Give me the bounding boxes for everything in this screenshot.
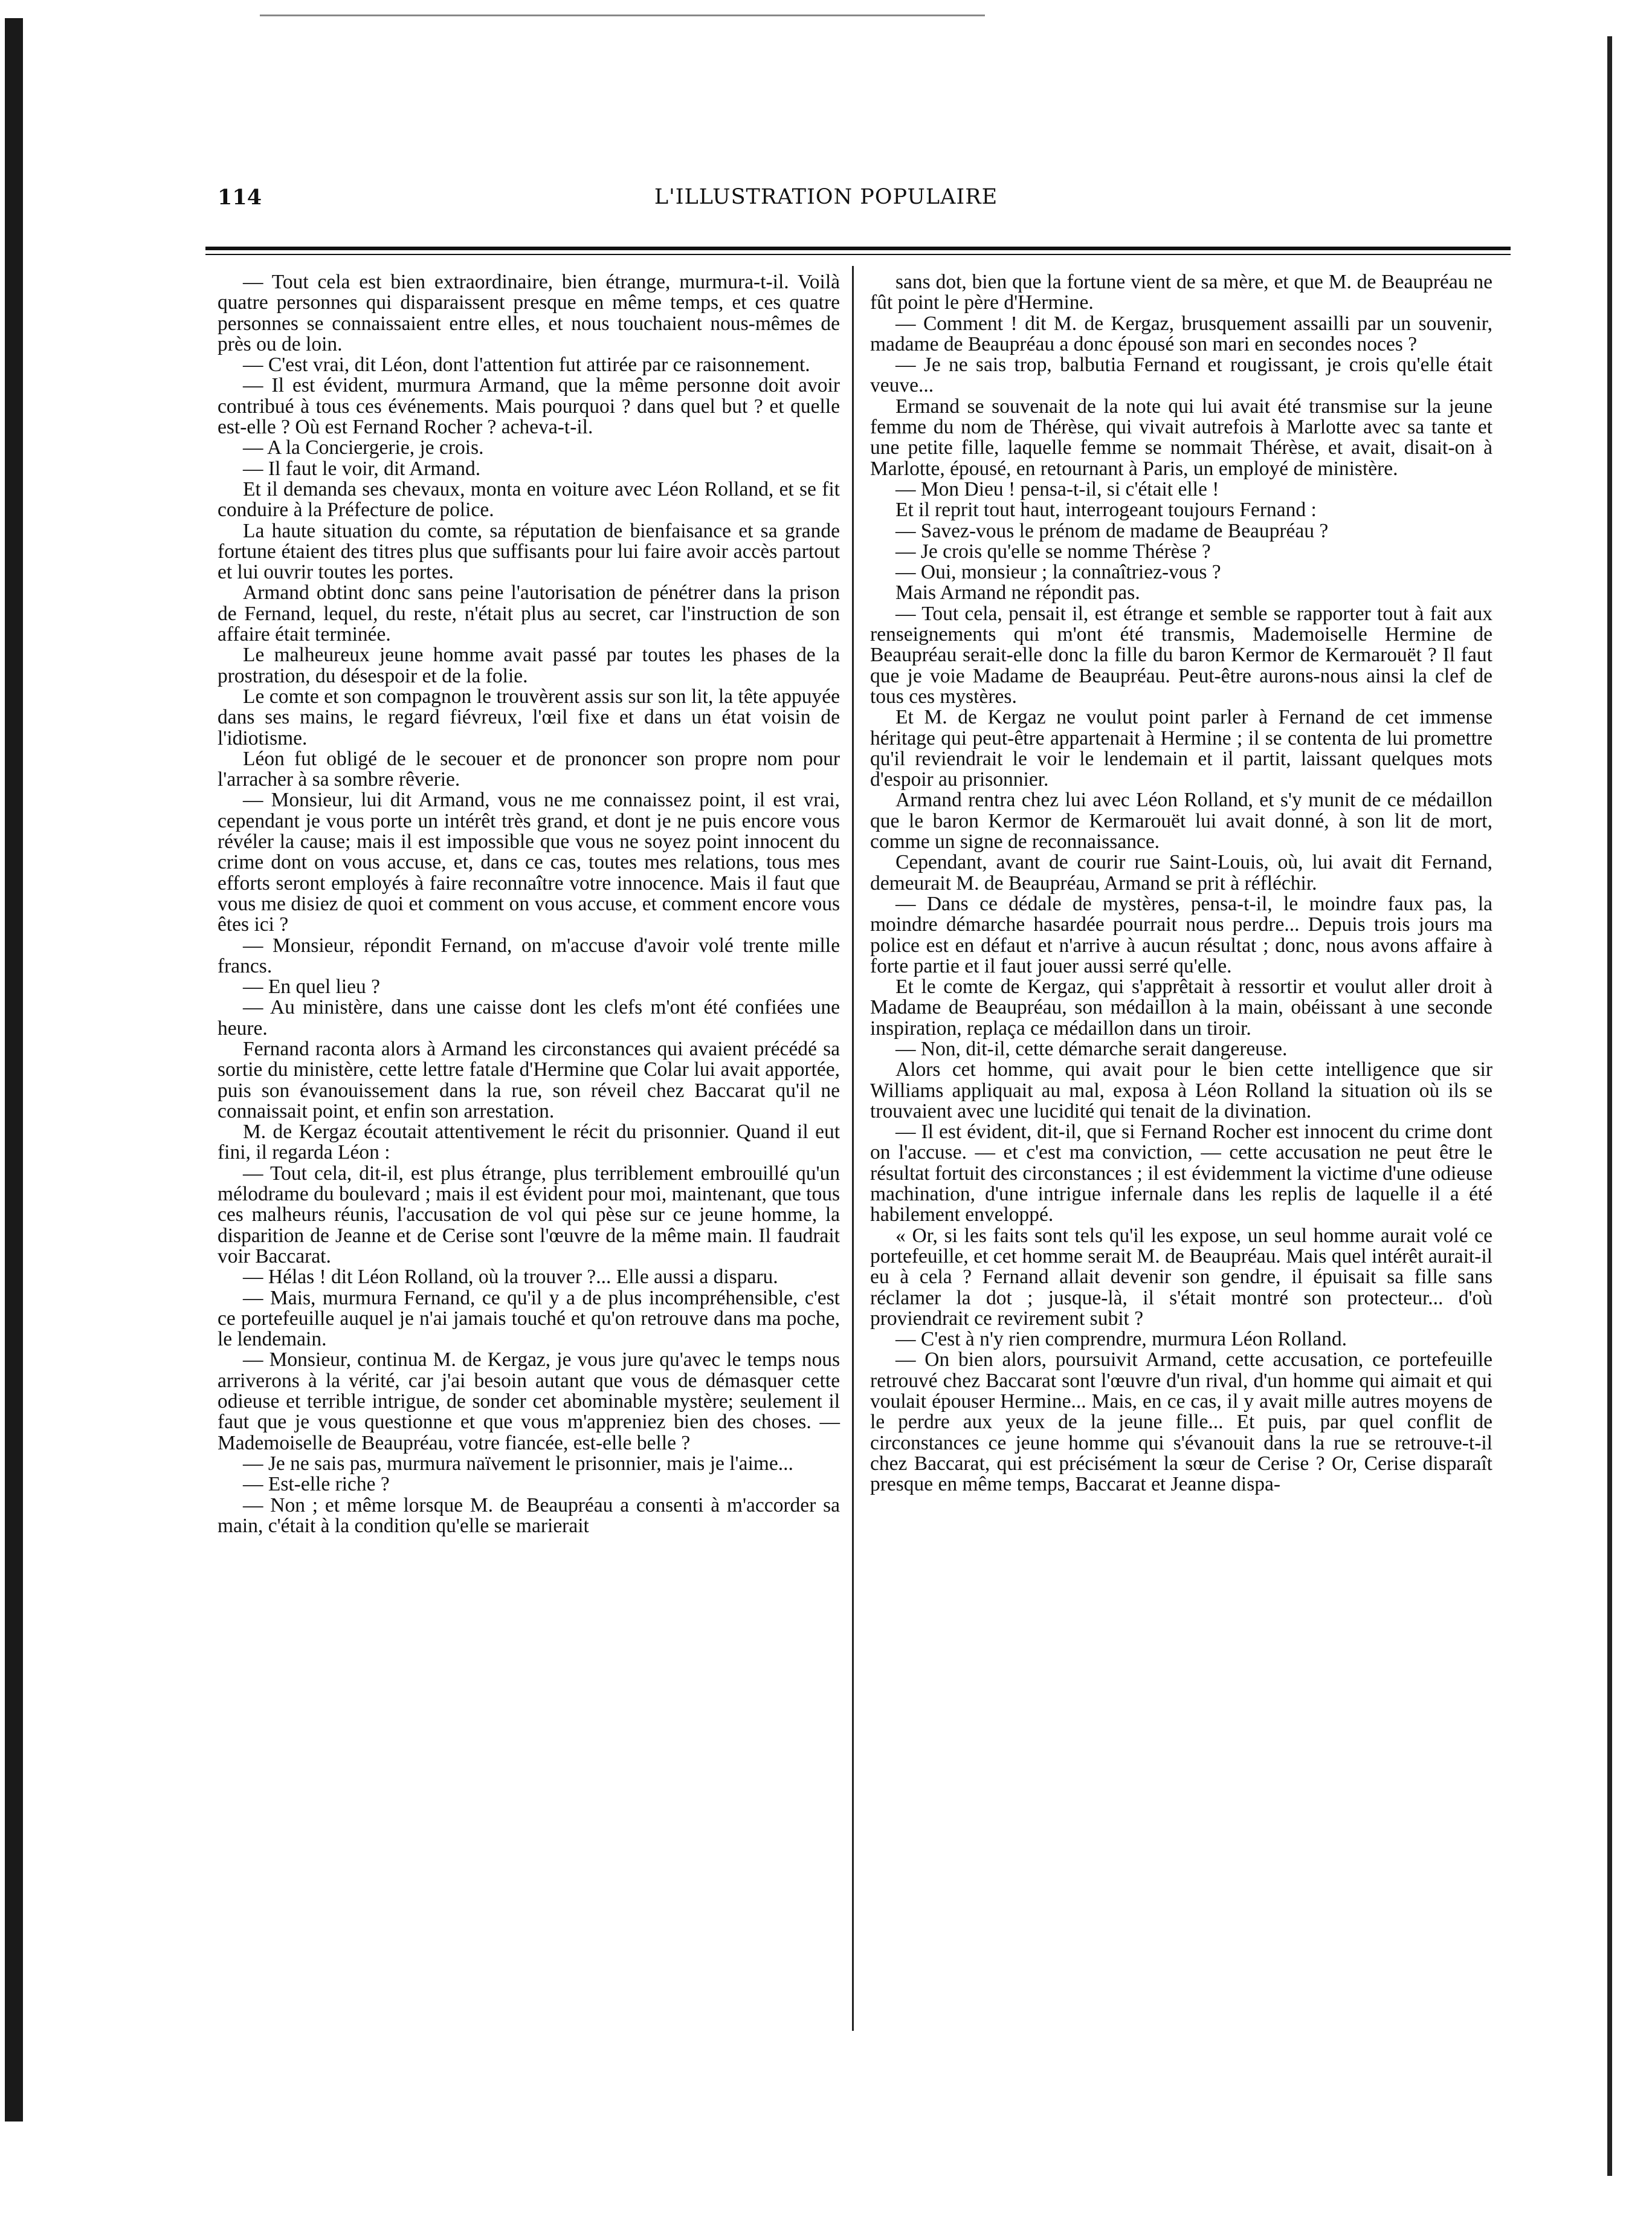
paragraph: — Hélas ! dit Léon Rolland, où la trouver ?... Elle aussi a disparu. (243, 1266, 778, 1289)
paragraph: — Mais, murmura Fernand, ce qu'il y a de plus incompréhensible, c'est ce portefeuille auquel je n'ai jamais touché et qu'on retrouve dans ma poche, le lendemain. (218, 1286, 840, 1351)
paragraph: — A la Conciergerie, je crois. (243, 436, 484, 459)
header-rule (205, 247, 1511, 250)
paragraph: — Non, dit-il, cette démarche serait dangereuse. (895, 1037, 1288, 1060)
paragraph: Alors cet homme, qui avait pour le bien cette intelligence que sir Williams appliquait au mal, exposa à Léon Rolland la situation où ils se trouvaient avec une lucidité qui tenait de la divination. (870, 1058, 1492, 1122)
paragraph: — On bien alors, poursuivit Armand, cette accusation, ce portefeuille retrouvé chez Baccarat sont l'œuvre d'un rival, d'un homme qui aimait et qui voulait épouser Hermine... Mais, en ce cas, il y avait mille autres moyens de le perdre aux yeux de la jeune fille... Et puis, par quel conflit de circonstances ce jeune homme qui s'évanouit dans la rue se retrouve-t-il chez Baccarat, qui est précisément la sœur de Cerise ? Or, Cerise disparaît presque en même temps, Baccarat et Jeanne dispa- (870, 1348, 1492, 1496)
paragraph: Fernand raconta alors à Armand les circonstances qui avaient précédé sa sortie du ministère, cette lettre fatale d'Hermine que Colar lui avait apportée, puis son évanouissement dans la rue, son réveil chez Baccarat qu'il ne connaissait point, et enfin son arrestation. (218, 1037, 840, 1122)
running-title: L'ILLUSTRATION POPULAIRE (654, 185, 998, 209)
paragraph: — Non ; et même lorsque M. de Beaupréau a consenti à m'accorder sa main, c'était à la condition qu'elle se marierait (218, 1494, 840, 1537)
paragraph: — En quel lieu ? (243, 976, 380, 998)
paragraph: M. de Kergaz écoutait attentivement le récit du prisonnier. Quand il eut fini, il regarda Léon : (218, 1121, 840, 1164)
paragraph: — Tout cela, pensait il, est étrange et semble se rapporter tout à fait aux renseignements qui m'ont été transmis, Mademoiselle Hermine de Beaupréau serait-elle donc la fille du baron Kermor de Kermarouët ? Il faut que je voie Madame de Beaupréau. Peut-être aurons-nous ainsi la clef de tous ces mystères. (870, 602, 1492, 708)
paragraph: La haute situation du comte, sa réputation de bienfaisance et sa grande fortune étaient des titres plus que suffisants pour lui faire avoir accès partout et lui ouvrir toutes les portes. (218, 519, 840, 584)
page-number: 114 (218, 185, 262, 210)
paragraph: Et le comte de Kergaz, qui s'apprêtait à ressortir et voulut aller droit à Madame de Beaupréau, son médaillon à la main, obéissant à une seconde inspiration, replaça ce médaillon dans un tiroir. (870, 976, 1492, 1040)
paragraph: — Je ne sais pas, murmura naïvement le prisonnier, mais je l'aime... (243, 1452, 793, 1475)
paragraph: Le comte et son compagnon le trouvèrent assis sur son lit, la tête appuyée dans ses mains, le regard fiévreux, l'œil fixe et dans un état voisin de l'idiotisme. (218, 685, 840, 749)
paragraph: — Comment ! dit M. de Kergaz, brusquement assailli par un souvenir, madame de Beaupréau a donc épousé son mari en secondes noces ? (870, 312, 1492, 355)
paragraph: — Je crois qu'elle se nomme Thérèse ? (895, 540, 1211, 563)
paragraph: Et M. de Kergaz ne voulut point parler à Fernand de cet immense héritage qui peut-être appartenait à Hermine ; il se contenta de lui promettre qu'il reviendrait le voir le lendemain et il partit, laissant quelques mots d'espoir au prisonnier. (870, 706, 1492, 791)
paragraph: — Tout cela est bien extraordinaire, bien étrange, murmura-t-il. Voilà quatre personnes qui disparaissent presque en même temps, et ces quatre personnes se connaissaient entre elles, et nous touchaient nous-mêmes de près ou de loin. (218, 271, 840, 355)
paragraph: Mais Armand ne répondit pas. (895, 581, 1140, 604)
paragraph: — Mon Dieu ! pensa-t-il, si c'était elle ! (895, 477, 1219, 500)
paragraph: — Il faut le voir, dit Armand. (243, 457, 481, 480)
paragraph: Ermand se souvenait de la note qui lui avait été transmise sur la jeune femme du nom de Thérèse, qui vivait autrefois à Marlotte avec sa tante et une petite fille, laquelle femme se nommait Thérèse, et avait, disait-on à Marlotte, épousé, en retournant à Paris, un employé de ministère. (870, 395, 1492, 480)
paragraph: Armand obtint donc sans peine l'autorisation de pénétrer dans la prison de Fernand, lequel, du reste, n'était plus au secret, car l'instruction de son affaire était terminée. (218, 581, 840, 646)
paragraph: Armand rentra chez lui avec Léon Rolland, et s'y munit de ce médaillon que le baron Kermor de Kermarouët lui avait donné, à son lit de mort, comme un signe de reconnaissance. (870, 789, 1492, 853)
paragraph: — Il est évident, murmura Armand, que la même personne doit avoir contribué à tous ces événements. Mais pourquoi ? dans quel but ? et quelle est-elle ? Où est Fernand Rocher ? acheva-t-il. (218, 374, 840, 439)
paragraph: Cependant, avant de courir rue Saint-Louis, où, lui avait dit Fernand, demeurait M. de Beaupréau, Armand se prit à réfléchir. (870, 851, 1492, 895)
paragraph: — Au ministère, dans une caisse dont les clefs m'ont été confiées une heure. (218, 996, 840, 1040)
paragraph: — Savez-vous le prénom de madame de Beaupréau ? (895, 519, 1329, 542)
paragraph: Le malheureux jeune homme avait passé par toutes les phases de la prostration, du désespoir et de la folie. (218, 644, 840, 687)
paragraph: « Or, si les faits sont tels qu'il les expose, un seul homme aurait volé ce portefeuille, et cet homme serait M. de Beaupréau. Mais quel intérêt aurait-il eu à cela ? Fernand allait devenir son gendre, il épuisait sa fille sans réclamer la dot ; jusque-là, il s'était montré son protecteur... d'où proviendrait ce revirement subit ? (870, 1224, 1492, 1330)
paragraph: — C'est vrai, dit Léon, dont l'attention fut attirée par ce raisonnement. (243, 354, 810, 377)
paragraph: — Monsieur, lui dit Armand, vous ne me connaissez point, il est vrai, cependant je vous porte un intérêt très grand, et dont je ne puis encore vous révéler la cause; mais il est impossible que vous ne soyez point innocent du crime dont on vous accuse, et, dans ce cas, toutes mes relations, tous mes efforts seront employés à faire reconnaître votre innocence. Mais il faut que vous me disiez de quoi et comment on vous accuse, et comment encore vous êtes ici ? (218, 789, 840, 936)
paragraph: — Monsieur, répondit Fernand, on m'accuse d'avoir volé trente mille francs. (218, 934, 840, 977)
paragraph: — Oui, monsieur ; la connaîtriez-vous ? (895, 561, 1221, 584)
paragraph: Léon fut obligé de le secouer et de prononcer son propre nom pour l'arracher à sa sombre rêverie. (218, 747, 840, 791)
paragraph: — Tout cela, dit-il, est plus étrange, plus terriblement embrouillé qu'un mélodrame du boulevard ; mais il est évident pour moi, maintenant, que tous ces malheurs réunis, l'accusation de vol qui pèse sur ce jeune homme, la disparition de Jeanne et de Cerise sont l'œuvre de la même main. Il faudrait voir Baccarat. (218, 1162, 840, 1267)
paragraph: — Est-elle riche ? (243, 1473, 390, 1496)
right-column (870, 272, 1492, 1495)
scan-top-streak (260, 15, 985, 16)
paragraph: — Dans ce dédale de mystères, pensa-t-il, le moindre faux pas, la moindre démarche hasardée pourrait nous perdre... Depuis trois jours ma police est en défaut et n'arrive à aucun résultat ; donc, nous avons affaire à forte partie et il faut jouer aussi serré qu'elle. (870, 892, 1492, 977)
scan-right-edge (1607, 36, 1612, 2176)
paragraph: — C'est à n'y rien comprendre, murmura Léon Rolland. (895, 1328, 1347, 1351)
column-divider (852, 266, 854, 2031)
header-rule-thin (205, 254, 1511, 255)
paragraph: sans dot, bien que la fortune vient de sa mère, et que M. de Beaupréau ne fût point le père d'Hermine. (870, 271, 1492, 314)
paragraph: — Monsieur, continua M. de Kergaz, je vous jure qu'avec le temps nous arriverons à la vérité, car j'ai besoin autant que vous de démasquer cette odieuse et terrible intrigue, de sonder cet abominable mystère; seulement il faut que je vous questionne et que vous m'appreniez bien des choses. — Mademoiselle de Beaupréau, votre fiancée, est-elle belle ? (218, 1348, 840, 1454)
paragraph: Et il demanda ses chevaux, monta en voiture avec Léon Rolland, et se fit conduire à la Préfecture de police. (218, 477, 840, 522)
scan-binding-edge (5, 18, 23, 2122)
left-column (218, 272, 840, 1536)
paragraph: — Je ne sais trop, balbutia Fernand et rougissant, je crois qu'elle était veuve... (870, 354, 1492, 397)
paragraph: — Il est évident, dit-il, que si Fernand Rocher est innocent du crime dont on l'accuse. — et c'est ma conviction, — cette accusation ne peut être le résultat fortuit des circonstances ; il est évidemment la victime d'une odieuse machination, d'une intrigue infernale dans les replis de laquelle il a été habilement enveloppé. (870, 1121, 1492, 1226)
paragraph: Et il reprit tout haut, interrogeant toujours Fernand : (895, 499, 1317, 522)
